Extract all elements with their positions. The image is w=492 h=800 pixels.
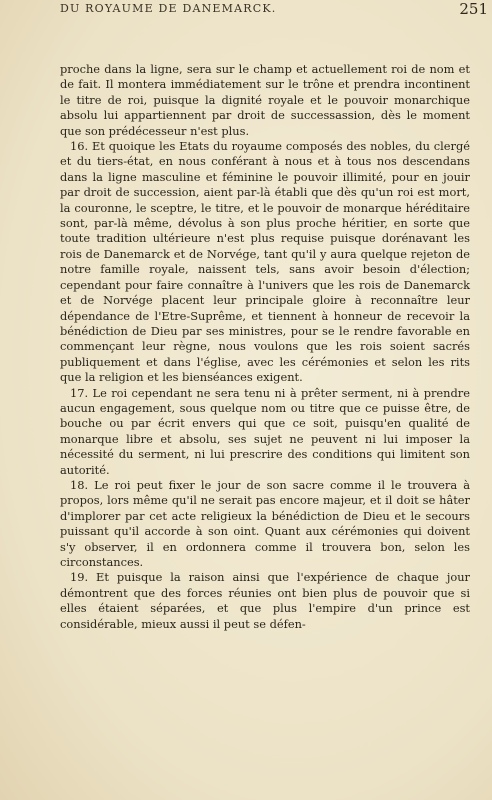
- paragraph-article-18: 18. Le roi peut fixer le jour de son sacre comme il le trouvera à propos, lors même qu'il ne serait pas encore majeur, et il doit se hâter d'implorer par cet acte religieux la bénédiction de Dieu et le secours puissant qu'il accorde à son oint. Quant aux cérémonies qui doivent s'y observer, il en ordonnera comme il trouvera bon, selon les circonstances.: [60, 477, 470, 569]
- page-body: [60, 62, 470, 632]
- paragraph-article-17: 17. Le roi cependant ne sera tenu ni à prêter serment, ni à prendre aucun engagement, sous quelque nom ou titre que ce puisse être, de bouche ou par écrit envers qui que ce soit, puisqu'en qualité de monarque libre et absolu, ses sujet ne peuvent ni lui imposer la nécessité du serment, ni lui prescrire des conditions qui limitent son autorité.: [60, 385, 470, 477]
- running-title: DU ROYAUME DE DANEMARCK.: [60, 2, 277, 15]
- page-header: [60, 42, 468, 62]
- page-number: 251: [459, 0, 488, 18]
- paragraph-article-19: 19. Et puisque la raison ainsi que l'expérience de chaque jour démontrent que des forces réunies ont bien plus de pouvoir que si elles étaient séparées, et que plus l'empire d'un prince est considérable, mieux aussi il peut se défen-: [60, 570, 470, 631]
- paragraph-continuation: proche dans la ligne, sera sur le champ et actuellement roi de nom et de fait. Il montera immédiatement sur le trône et prendra incontinent le titre de roi, puisque la dignité royale et le pouvoir monarchique absolu lui appartiennent par droit de successassion, dès le moment que son prédécesseur n'est plus.: [60, 62, 470, 138]
- paragraph-article-16: 16. Et quoique les Etats du royaume composés des nobles, du clergé et du tiers-état, en nous conférant à nous et à tous nos descendans dans la ligne masculine et féminine le pouvoir illimité, pour en jouir par droit de succession, aient par-là établi que dès qu'un roi est mort, la couronne, le sceptre, le titre, et le pouvoir de monarque héréditaire sont, par-là même, dévolus à son plus proche héritier, en sorte que toute tradition ultérieure n'est plus requise puisque dorénavant les rois de Danemarck et de Norvége, tant qu'il y aura quelque rejeton de notre famille royale, naissent tels, sans avoir besoin d'élection; cependant pour faire connaître à l'univers que les rois de Danemarck et de Norvége placent leur principale gloire à reconnaître leur dépendance de l'Etre-Suprême, et tiennent à honneur de recevoir la bénédiction de Dieu par ses ministres, pour se le rendre favorable en commençant leur règne, nous voulons que les rois soient sacrés publiquement et dans l'église, avec les cérémonies et selon les rits que la religion et les bienséances exigent.: [60, 139, 470, 385]
